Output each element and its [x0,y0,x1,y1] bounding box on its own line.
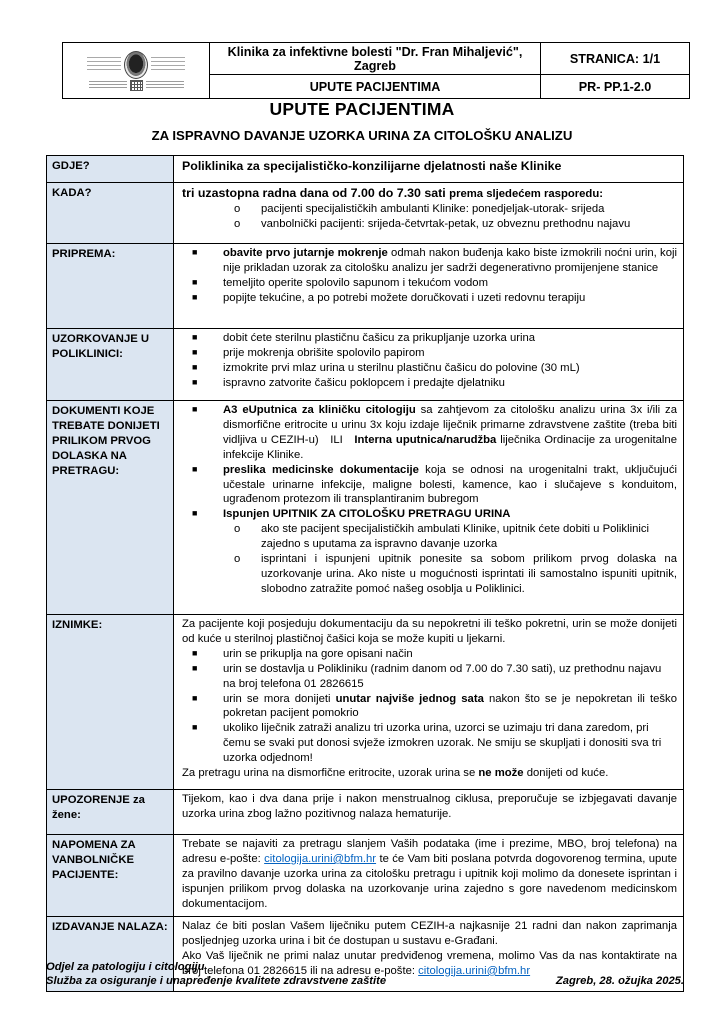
table-row-uzorkovanje [47,329,684,401]
bullet-text [223,403,677,463]
row-label-uzorkovanje: UZORKOVANJE U POLIKLINICI: [47,329,174,401]
bullet-item [174,721,677,766]
bullet-item [174,361,677,376]
text-run: urin se prikuplja na gore opisani način [223,647,413,660]
bullet-item [174,463,677,508]
row-label-gdje: GDJE? [47,156,174,183]
text-run: izmokrite prvi mlaz urina u sterilnu plastičnu čašicu do polovine (30 mL) [223,361,580,374]
paragraph [174,792,677,822]
text-run: Ispunjen UPITNIK ZA CITOLOŠKU PRETRAGU URINA [223,508,511,521]
bullet-item [174,376,677,391]
bullet-text [223,692,677,722]
table-row-napomena [47,835,684,917]
square-bullet-icon: ■ [192,508,198,519]
bullet-text [261,202,677,217]
text-run: isprintani i ispunjeni upitnik ponesite sa sobom prilikom prvog dolaska na uzorkovanje urina. Ako niste u mogućnosti isprintati ili samostalno ispuniti upitnik, slobodno zatražite pomoć našeg osoblja u Poliklinici. [261,553,677,595]
table-row-iznimke [47,615,684,790]
row-content-priprema [174,244,684,329]
square-bullet-icon: ■ [192,692,198,703]
row-content-upozorenje [174,790,684,835]
text-run: Poliklinika za specijalističko-konzilijarne djelatnosti naše Klinike [182,159,562,173]
clinic-name: Klinika za infektivne bolesti "Dr. Fran Mihaljević", Zagreb [210,43,541,75]
document-header-table [62,42,690,99]
bullet-item [174,291,677,306]
text-run: Za pretragu urina na dismorfične eritrocite, uzorak urina se [182,767,479,780]
circle-bullet-icon: o [234,523,241,536]
table-row-dokumenti [47,401,684,615]
text-run: temeljito operite spolovilo sapunom i tekućom vodom [223,276,488,289]
square-bullet-icon: ■ [192,463,198,474]
bullet-text [223,361,677,376]
circle-bullet-icon: o [234,202,241,215]
logo-cell [63,43,210,99]
paragraph [174,185,677,202]
square-bullet-icon: ■ [192,332,198,342]
logo-microtext-bottom-right [146,81,184,89]
square-bullet-icon: ■ [192,662,198,673]
text-run: tri uzastopna radna dana od 7.00 do 7.30 sati [182,186,450,200]
square-bullet-icon: ■ [192,291,198,302]
bullet-text [223,331,677,346]
table-row-priprema [47,244,684,329]
paragraph [174,617,677,647]
bullet-text [261,522,677,552]
row-label-dokumenti: DOKUMENTI KOJE TREBATE DONIJETI PRILIKOM PRVOG DOLASKA NA PRETRAGU: [47,401,174,615]
logo-microtext-bottom-left [89,81,127,89]
text-run: preslika medicinske dokumentacije [223,463,419,476]
logo-microtext-left [87,57,121,73]
row-label-kada: KADA? [47,183,174,244]
text-run: Ako Vaš liječnik ne primi nalaz unutar predviđenog vremena, molimo Vas da nas kontaktirate na broj telefona 01 2826615 ili na adresu e-pošte: [182,949,677,977]
text-run: nakon što se je nepokretan ili teško pokretan pacijent pomokrio [223,692,677,720]
row-content-iznimke [174,615,684,790]
table-row-gdje [47,156,684,183]
document-type-label: UPUTE PACIJENTIMA [210,75,541,99]
footer-service: Služba za osiguranje i unapređenje kvalitete zdravstvene zaštite [46,975,387,987]
paragraph [174,766,677,781]
text-run: odmah nakon buđenja kako biste izmokrili noćni urin, koji nije prikladan uzorak za citološku analizu jer sadrži degenerativno promijenjene stanice [223,247,677,274]
text-run: te će Vam biti poslana potvrda dogovorenog termina, upute za pravilno davanje uzorka urina za citološku pretragu i upitnik koji molimo da donesete isprintan i ispunjen prilikom prvog dolaska na uzorkovanje urina zajedno s gore navedenom medicinskom dokumentacijom. [182,852,678,910]
clinic-logo [67,49,205,93]
bullet-item [174,246,677,276]
text-run: ukoliko liječnik zatraži analizu tri uzorka urina, uzorci se uzimaju tri dana zaredom, pri čemu se svaki put donosi svježe izmokren uzorak. Ne smiju se skupljati i donositi sva tri uzorka odjednom! [223,722,662,765]
text-run: sa zahtjevom za citološku analizu urina 3x i/ili za dismorfične eritrocite u urinu 3x koju izdaje liječnik primarne zdravstvene zaštite (treba biti vidljiva u CEZIH-u) ILI [223,404,677,446]
bullet-item [174,662,677,692]
bullet-text [223,376,677,391]
text-run: Za pacijente koji posjeduju dokumentaciju da su nepokretni ili teško pokretni, urin se može donijeti od kuće u sterilnoj plastičnoj čašici koja se može kupiti u ljekarni. [182,618,677,645]
text-run: ne može [478,767,524,780]
row-content-dokumenti [174,401,684,615]
clinic-seal-icon [124,51,148,79]
row-content-kada [174,183,684,244]
bullet-text [223,246,677,276]
text-run: obavite prvo jutarnje mokrenje [223,247,388,259]
square-bullet-icon: ■ [192,276,198,287]
page-title: UPUTE PACIJENTIMA [269,99,455,119]
text-run: urin se mora donijeti [223,692,336,705]
footer-department: Odjel za patologiju i citologiju [46,961,205,973]
table-row-kada [47,183,684,244]
bullet-item [174,507,677,522]
text-run: ako ste pacijent specijalističkih ambulati Klinike, upitnik ćete dobiti u Poliklinici zajedno s uputama za ispravno davanje uzorka [261,523,650,551]
text-run: Interna uputnica/narudžba [354,433,497,446]
row-content-gdje [174,156,684,183]
text-run: pacijenti specijalističkih ambulanti Klinike: ponedjeljak-utorak- srijeda [261,202,605,215]
square-bullet-icon: ■ [192,647,198,658]
bullet-item [174,217,677,232]
document-code: PR- PP.1-2.0 [541,75,690,99]
square-bullet-icon: ■ [192,722,198,733]
qr-mini-icon [130,80,143,91]
text-run: A3 eUputnica za kliničku citologiju [223,404,416,416]
email-link[interactable]: citologija.urini@bfm.hr [264,852,377,865]
text-run: prema sljedećem rasporedu: [449,188,603,200]
text-run: unutar najviše jednog sata [335,692,484,705]
page-number-label: STRANICA: 1/1 [541,43,690,75]
bullet-item [174,331,677,346]
bullet-item [174,202,677,217]
bullet-text [261,552,677,597]
bullet-item [174,276,677,291]
bullet-item [174,692,677,722]
text-run: ispravno zatvorite čašicu poklopcem i predajte djelatniku [223,376,505,389]
logo-microtext-right [151,57,185,73]
text-run: koja se odnosi na urogenitalni trakt, uključujući učestale urinarne infekcije, maligne bolesti, kamence, kao i slučajeve s konduitom, ugrađenom protezom ili transplantiranim bubregom [223,463,677,506]
square-bullet-icon: ■ [192,247,198,257]
row-label-iznimke: IZNIMKE: [47,615,174,790]
square-bullet-icon: ■ [192,346,198,357]
bullet-item [174,346,677,361]
circle-bullet-icon: o [234,217,241,230]
bullet-text [223,463,677,508]
bullet-text [223,721,677,766]
row-label-izdavanje: IZDAVANJE NALAZA: [47,917,174,992]
paragraph [174,919,677,949]
text-run: urin se dostavlja u Polikliniku (radnim danom od 7.00 do 7.30 sati), uz prethodnu najavu na broj telefona 01 2826615 [223,662,662,690]
text-run: popijte tekućine, a po potrebi možete doručkovati i uzeti redovnu terapiju [223,291,586,304]
text-run: dobit ćete sterilnu plastičnu čašicu za prikupljanje uzorka urina [223,332,536,344]
bullet-text [261,217,677,232]
footer-date: Zagreb, 28. ožujka 2025. [555,975,684,987]
text-run: prije mokrenja obrišite spolovilo papirom [223,346,425,359]
row-label-napomena: NAPOMENA ZA VANBOLNIČKE PACIJENTE: [47,835,174,917]
email-link[interactable]: citologija.urini@bfm.hr [418,964,531,977]
instructions-table [46,155,684,992]
page-subtitle: ZA ISPRAVNO DAVANJE UZORKA URINA ZA CITOLOŠKU ANALIZU [151,128,573,143]
bullet-text [223,346,677,361]
circle-bullet-icon: o [234,553,241,566]
square-bullet-icon: ■ [192,361,198,372]
text-run: donijeti od kuće. [523,767,609,780]
text-run: Trebate se najaviti za pretragu slanjem Vaših podataka (ime i prezime, MBO, broj telefona) na adresu e-pošte: [182,838,677,865]
table-row-upozorenje [47,790,684,835]
bullet-text [223,291,677,306]
bullet-text [223,276,677,291]
bullet-item [174,647,677,662]
paragraph [174,837,677,912]
square-bullet-icon: ■ [192,404,198,414]
square-bullet-icon: ■ [192,376,198,387]
text-run: Tijekom, kao i dva dana prije i nakon menstrualnog ciklusa, preporučuje se izbjegavati davanje uzorka urina zbog lažno pozitivnog nalaza hematurije. [182,793,677,820]
row-content-napomena [174,835,684,917]
row-label-priprema: PRIPREMA: [47,244,174,329]
row-content-uzorkovanje [174,329,684,401]
document-footer [46,961,684,987]
text-run: liječnika Ordinacije za urogenitalne infekcije Klinike. [223,433,677,461]
row-label-upozorenje: UPOZORENJE za žene: [47,790,174,835]
bullet-item [174,552,677,597]
bullet-item [174,522,677,552]
bullet-text [223,507,677,522]
bullet-text [223,662,677,692]
text-run: Nalaz će biti poslan Vašem liječniku putem CEZIH-a najkasnije 21 radni dan nakon zaprimanja posljednjeg uzorka urina i bit će dostupan u sustavu e-Građani. [182,920,677,947]
bullet-text [223,647,677,662]
text-run: vanbolnički pacijenti: srijeda-četvrtak-petak, uz obveznu prethodnu najavu [261,217,631,230]
bullet-item [174,403,677,463]
paragraph [174,158,677,175]
